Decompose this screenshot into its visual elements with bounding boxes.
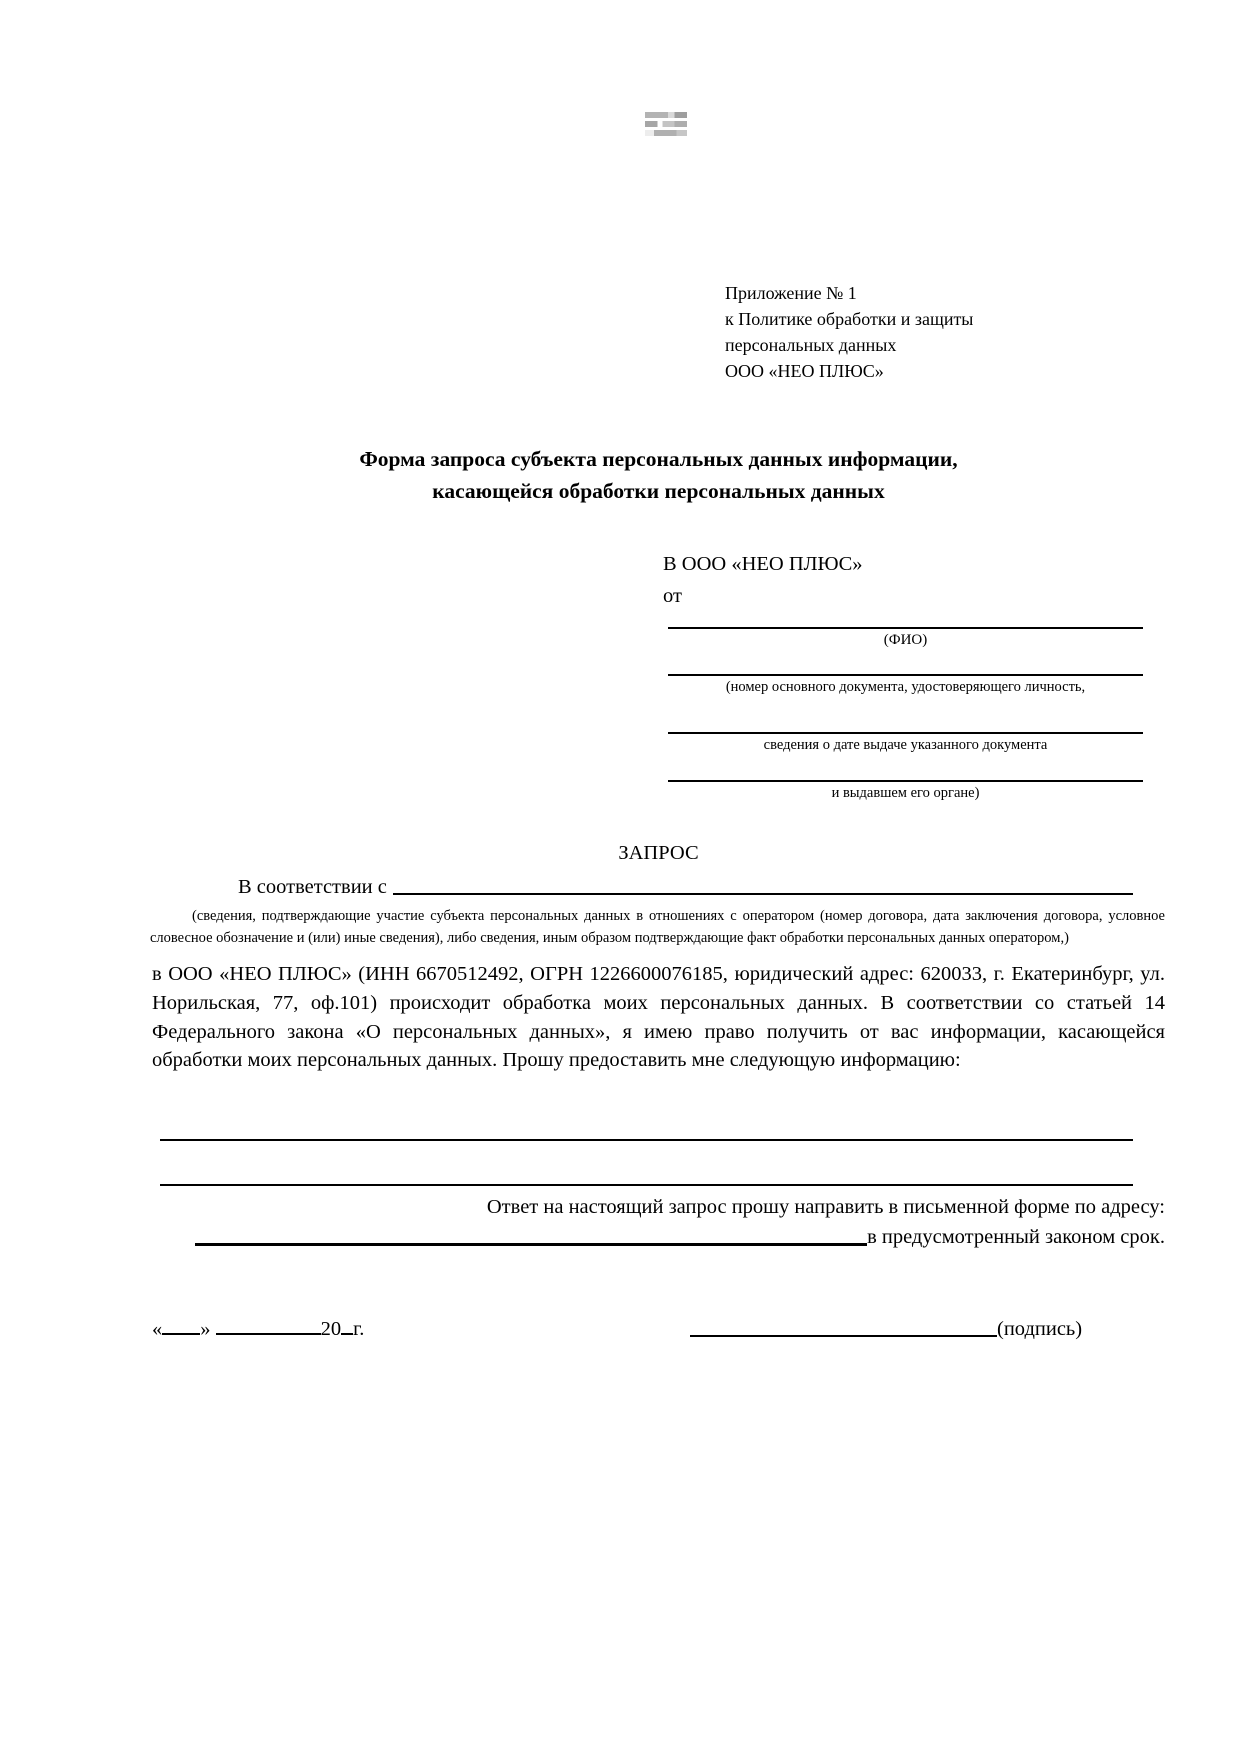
issuing-authority-caption: и выдавшем его органе)	[831, 785, 980, 801]
reply-request-line: Ответ на настоящий запрос прошу направить в письменной форме по адресу:	[486, 1196, 1165, 1218]
intro-row	[238, 876, 1133, 899]
appendix-line: Приложение № 1	[725, 283, 857, 303]
appendix-line: ООО «НЕО ПЛЮС»	[725, 361, 884, 381]
document-number-field	[668, 648, 1143, 696]
year-suffix: г.	[353, 1318, 365, 1340]
signature-caption: (подпись)	[997, 1318, 1083, 1340]
footnote-text: (сведения, подтверждающие участие субъекта персональных данных в отношениях с оператором (номер договора, дата заключения договора, условное словесное обозначение и (или) иные сведения), либо сведения, иным образом подтверждающие факт обработки персональных данных оператором,)	[150, 908, 1165, 946]
day-blank	[162, 1329, 200, 1335]
logo-stripe	[645, 121, 687, 127]
month-blank	[216, 1329, 321, 1335]
intro-prefix: В соответствии с	[238, 876, 387, 898]
logo-stripe	[645, 112, 687, 118]
information-blank-line-2	[160, 1184, 1133, 1186]
issuing-authority-blank-line	[668, 754, 1143, 782]
reply-address-row	[195, 1226, 1165, 1249]
document-number-blank-line	[668, 648, 1143, 676]
date-quote-open: «	[152, 1318, 163, 1340]
blurred-logo-icon	[645, 112, 687, 139]
logo-stripe	[645, 130, 687, 136]
title-line-1: Форма запроса субъекта персональных данных информации,	[359, 447, 958, 471]
signature-blank-line	[690, 1335, 997, 1337]
request-body-paragraph: в ООО «НЕО ПЛЮС» (ИНН 6670512492, ОГРН 1226600076185, юридический адрес: 620033, г. Екатеринбург, ул. Норильская, 77, оф.101) происходит обработка моих персональных данных. В соответствии со статьей 14 Федерального закона «О персональных данных», я имею право получить от вас информации, касающейся обработки моих персональных данных. Прошу предоставить мне следующую информацию:	[152, 963, 1165, 1072]
fio-field	[668, 601, 1143, 649]
signature-area	[690, 1318, 1082, 1341]
date-quote-close: »	[200, 1318, 211, 1340]
reply-suffix: в предусмотренный законом срок.	[867, 1226, 1165, 1248]
issue-date-caption: сведения о дате выдаче указанного документа	[763, 737, 1048, 753]
issuing-authority-field	[668, 754, 1143, 802]
appendix-block	[725, 280, 973, 384]
year-blank	[341, 1329, 353, 1335]
document-title	[152, 443, 1165, 507]
intro-blank-line	[393, 893, 1133, 895]
fio-blank-line	[668, 601, 1143, 629]
issue-date-blank-line	[668, 706, 1143, 734]
addressee-to-line: В ООО «НЕО ПЛЮС»	[663, 553, 863, 575]
title-line-2: касающейся обработки персональных данных	[432, 479, 885, 503]
year-prefix: 20	[320, 1318, 342, 1340]
appendix-line: персональных данных	[725, 335, 897, 355]
information-blank-line-1	[160, 1139, 1133, 1141]
address-blank-line	[195, 1243, 867, 1246]
issue-date-field	[668, 706, 1143, 754]
fio-caption: (ФИО)	[883, 632, 928, 648]
request-heading: ЗАПРОС	[618, 842, 699, 864]
date-line	[152, 1318, 364, 1341]
addressee-from-label: от	[663, 585, 682, 607]
appendix-line: к Политике обработки и защиты	[725, 309, 974, 329]
document-number-caption: (номер основного документа, удостоверяющего личность,	[725, 679, 1086, 695]
